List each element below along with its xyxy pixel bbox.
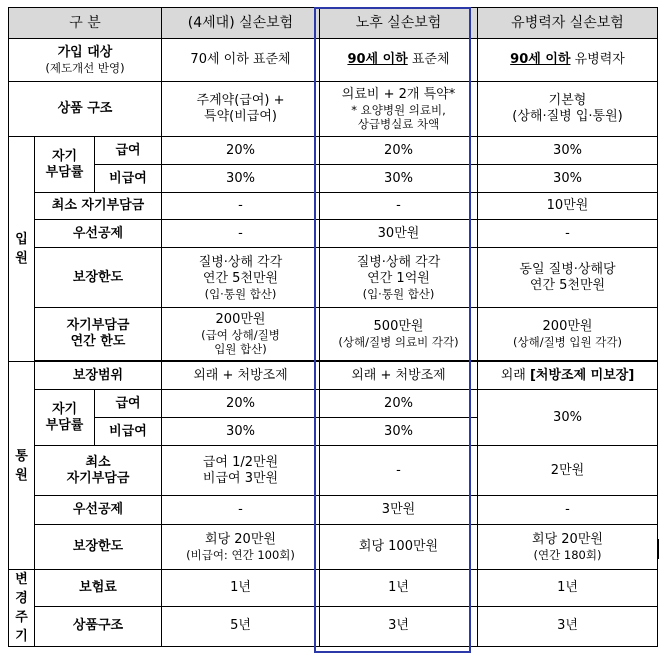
inpatient-covered-b: 20% — [320, 137, 478, 165]
header-senior: 노후 실손보험 — [320, 8, 478, 39]
label-inpatient-self-rate — [35, 137, 95, 193]
header-preexisting: 유병력자 실손보험 — [478, 8, 658, 39]
outpatient-limit-a-1: 회당 20만원 — [205, 532, 276, 547]
structure-preexisting — [478, 82, 658, 137]
outpatient-min-line2: 자기부담금 — [66, 470, 130, 486]
comparison-table-wrapper — [8, 7, 658, 647]
inpatient-self-line1: 자기 — [51, 148, 78, 164]
inpatient-limit-b-1: 질병·상해 각각 — [356, 254, 441, 270]
outpatient-min-line1: 최소 — [85, 454, 111, 470]
inpatient-min-c: 10만원 — [478, 193, 658, 220]
outpatient-min-a — [162, 446, 320, 496]
row-renewal-premium — [9, 570, 658, 607]
renewal-premium-b: 1년 — [320, 570, 478, 607]
header-4th-gen: (4세대) 실손보험 — [162, 8, 320, 39]
label-outpatient-self-rate — [35, 390, 95, 446]
group-renewal-char3: 주 — [15, 610, 28, 625]
header-row — [9, 8, 658, 39]
renewal-structure-b: 3년 — [320, 606, 478, 646]
inpatient-min-a: - — [162, 193, 320, 220]
outpatient-covered-a: 20% — [162, 390, 320, 418]
outpatient-min-a-1: 급여 1/2만원 — [202, 454, 279, 470]
inpatient-noncovered-c: 30% — [478, 165, 658, 193]
join-senior-type: 표준체 — [407, 52, 450, 67]
row-join-eligibility — [9, 39, 658, 82]
group-renewal-char4: 기 — [15, 629, 28, 644]
row-outpatient-scope — [9, 362, 658, 390]
inpatient-priority-a: - — [162, 220, 320, 248]
inpatient-limit-c-2: 연간 5천만원 — [529, 277, 606, 293]
renewal-premium-a: 1년 — [162, 570, 320, 607]
outpatient-min-a-2: 비급여 3만원 — [202, 470, 279, 486]
inpatient-cap-a-2: (급여 상해/질병 — [201, 328, 280, 342]
inpatient-noncovered-b: 30% — [320, 165, 478, 193]
outpatient-scope-c-pre: 외래 — [500, 367, 530, 383]
outpatient-priority-a: - — [162, 496, 320, 525]
inpatient-cap-a — [162, 308, 320, 361]
outpatient-noncovered-b: 30% — [320, 418, 478, 446]
inpatient-covered-a: 20% — [162, 137, 320, 165]
label-inpatient-noncovered: 비급여 — [95, 165, 162, 193]
outpatient-scope-a: 외래 + 처방조제 — [162, 362, 320, 390]
join-preexisting — [478, 39, 658, 82]
group-outpatient — [9, 362, 35, 570]
row-outpatient-covered — [9, 390, 658, 418]
row-inpatient-cap — [9, 308, 658, 361]
row-inpatient-priority — [9, 220, 658, 248]
structure-senior — [320, 82, 478, 137]
renewal-structure-a: 5년 — [162, 606, 320, 646]
row-inpatient-limit — [9, 248, 658, 308]
group-inpatient-char1: 입 — [15, 232, 28, 247]
inpatient-limit-b — [320, 248, 478, 308]
inpatient-noncovered-a: 30% — [162, 165, 320, 193]
join-label: 가입 대상 — [57, 45, 113, 60]
outpatient-scope-b: 외래 + 처방조제 — [320, 362, 478, 390]
label-outpatient-covered: 급여 — [95, 390, 162, 418]
inpatient-priority-b: 30만원 — [320, 220, 478, 248]
outpatient-min-b: - — [320, 446, 478, 496]
inpatient-limit-b-2: 연간 1억원 — [367, 270, 430, 286]
group-renewal-char1: 변 — [15, 572, 28, 587]
label-renewal-structure: 상품구조 — [35, 606, 162, 646]
label-outpatient-min — [35, 446, 162, 496]
outpatient-min-c: 2만원 — [478, 446, 658, 496]
label-outpatient-scope: 보장범위 — [35, 362, 162, 390]
outpatient-limit-b: 회당 100만원 — [320, 525, 478, 570]
inpatient-cap-b — [320, 308, 478, 361]
structure-b-line3: 상급병실료 차액 — [357, 117, 440, 131]
outpatient-priority-b: 3만원 — [320, 496, 478, 525]
row-inpatient-min — [9, 193, 658, 220]
label-inpatient-limit: 보장한도 — [35, 248, 162, 308]
outpatient-self-line1: 자기 — [51, 401, 78, 417]
join-senior-age: 90세 이하 — [347, 52, 408, 67]
row-outpatient-limit — [9, 525, 658, 570]
structure-a-line2: 특약(비급여) — [204, 109, 277, 124]
row-inpatient-noncovered — [9, 165, 658, 193]
outpatient-limit-c-2: (연간 180회) — [533, 548, 602, 562]
label-inpatient-priority: 우선공제 — [35, 220, 162, 248]
header-category: 구 분 — [9, 8, 162, 39]
outpatient-covered-b: 20% — [320, 390, 478, 418]
renewal-premium-c: 1년 — [478, 570, 658, 607]
join-preexisting-type: 유병력자 — [570, 52, 625, 67]
inpatient-cap-c — [478, 308, 658, 361]
outpatient-limit-c — [478, 525, 658, 570]
group-inpatient-char2: 원 — [15, 251, 28, 266]
outpatient-scope-c — [478, 362, 658, 390]
structure-a-line1: 주계약(급여) + — [196, 93, 285, 108]
outpatient-limit-a-2: (비급여: 연간 100회) — [186, 548, 295, 562]
inpatient-self-line2: 부담률 — [45, 164, 84, 180]
inpatient-covered-c: 30% — [478, 137, 658, 165]
inpatient-cap-b-1: 500만원 — [373, 319, 424, 334]
inpatient-limit-b-3: (입·통원 합산) — [362, 286, 435, 301]
inpatient-min-b: - — [320, 193, 478, 220]
row-product-structure — [9, 82, 658, 137]
renewal-structure-c: 3년 — [478, 606, 658, 646]
insurance-comparison-table — [8, 7, 658, 647]
inpatient-priority-c: - — [478, 220, 658, 248]
outpatient-self-line2: 부담률 — [45, 417, 84, 433]
structure-b-line2: * 요양병원 의료비, — [351, 103, 446, 117]
row-renewal-structure — [9, 606, 658, 646]
row-outpatient-min — [9, 446, 658, 496]
inpatient-limit-a-2: 연간 5천만원 — [202, 270, 279, 286]
inpatient-cap-line2: 연간 한도 — [70, 334, 126, 349]
join-4th-gen: 70세 이하 표준체 — [162, 39, 320, 82]
join-preexisting-age: 90세 이하 — [510, 52, 571, 67]
label-join-eligibility — [9, 39, 162, 82]
inpatient-cap-b-2: (상해/질병 의료비 각각) — [338, 335, 459, 349]
label-outpatient-limit: 보장한도 — [35, 525, 162, 570]
outpatient-scope-c-bold: [처방조제 미보장] — [529, 367, 635, 383]
inpatient-cap-a-1: 200만원 — [215, 312, 266, 327]
inpatient-limit-a-1: 질병·상해 각각 — [198, 254, 283, 270]
label-inpatient-covered: 급여 — [95, 137, 162, 165]
group-outpatient-char1: 통 — [15, 448, 28, 464]
outpatient-self-c: 30% — [478, 390, 658, 446]
label-renewal-premium: 보험료 — [35, 570, 162, 607]
outpatient-limit-a — [162, 525, 320, 570]
label-inpatient-cap — [35, 308, 162, 361]
inpatient-cap-c-2: (상해/질병 입원 각각) — [512, 335, 623, 349]
join-senior — [320, 39, 478, 82]
structure-b-line1: 의료비 + 2개 특약* — [341, 87, 456, 102]
label-inpatient-min: 최소 자기부담금 — [35, 193, 162, 220]
group-outpatient-char2: 원 — [15, 467, 28, 483]
join-sublabel: (제도개선 반영) — [45, 61, 125, 75]
structure-c-line2: (상해·질병 입·통원) — [512, 109, 623, 124]
outpatient-limit-c-1: 회당 20만원 — [532, 532, 603, 547]
label-product-structure: 상품 구조 — [9, 82, 162, 137]
label-outpatient-noncovered: 비급여 — [95, 418, 162, 446]
inpatient-cap-line1: 자기부담금 — [66, 318, 130, 333]
inpatient-cap-c-1: 200만원 — [542, 319, 593, 334]
inpatient-limit-a-3: (입·통원 합산) — [204, 286, 277, 301]
group-renewal — [9, 570, 35, 647]
group-inpatient — [9, 137, 35, 362]
inpatient-limit-c — [478, 248, 658, 308]
structure-c-line1: 기본형 — [548, 93, 587, 108]
outpatient-noncovered-a: 30% — [162, 418, 320, 446]
structure-4th-gen — [162, 82, 320, 137]
row-outpatient-priority — [9, 496, 658, 525]
group-renewal-char2: 경 — [15, 591, 28, 606]
inpatient-limit-c-1: 동일 질병·상해당 — [519, 261, 616, 277]
row-inpatient-covered — [9, 137, 658, 165]
inpatient-cap-a-3: 입원 합산) — [214, 342, 267, 356]
inpatient-limit-a — [162, 248, 320, 308]
outpatient-priority-c: - — [478, 496, 658, 525]
text-cursor — [657, 539, 659, 559]
label-outpatient-priority: 우선공제 — [35, 496, 162, 525]
